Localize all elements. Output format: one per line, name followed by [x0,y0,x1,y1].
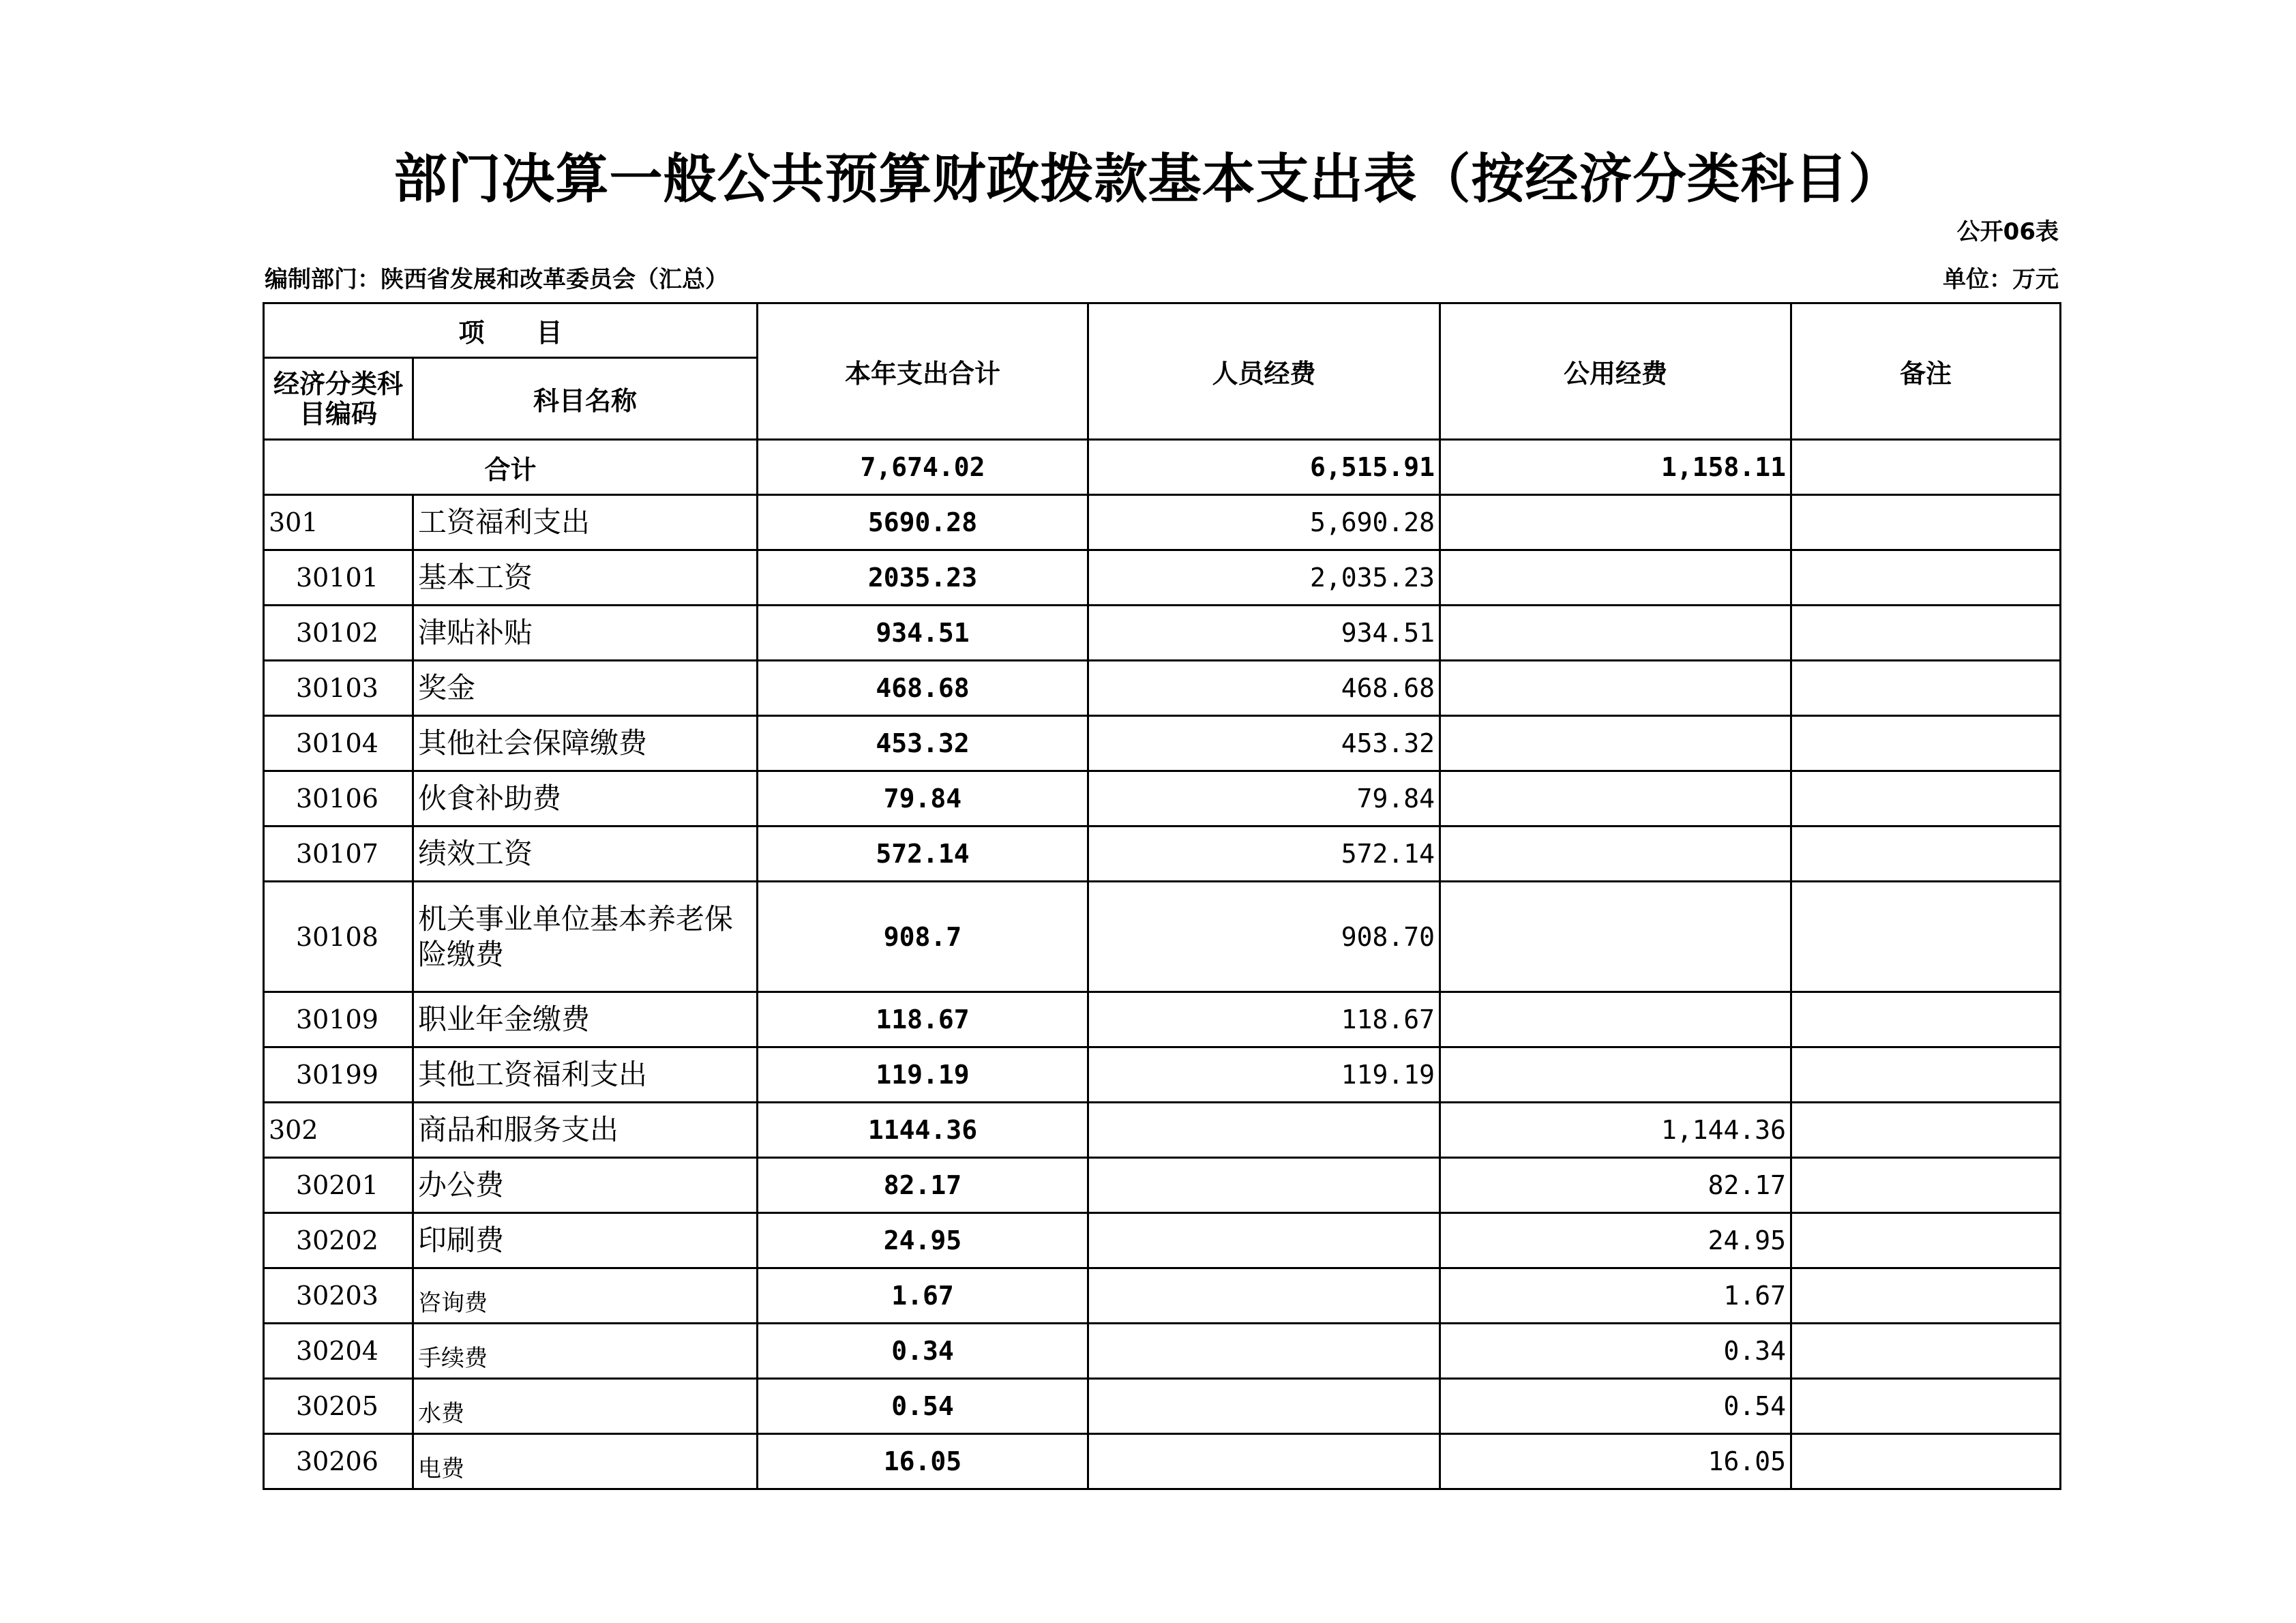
row-total: 1144.36 [758,1103,1088,1158]
row-personnel [1088,1103,1440,1158]
row-code: 30102 [264,606,413,661]
row-name: 咨询费 [413,1268,758,1324]
row-code: 30103 [264,661,413,716]
row-total: 119.19 [758,1047,1088,1103]
row-personnel: 118.67 [1088,992,1440,1047]
row-total: 572.14 [758,827,1088,882]
row-code: 30201 [264,1158,413,1213]
header-project: 项 目 [264,303,758,358]
row-personnel: 908.70 [1088,882,1440,992]
table-row [264,827,2061,882]
page-title: 部门决算一般公共预算财政拨款基本支出表（按经济分类科目） [393,149,1903,210]
row-remark [1791,992,2061,1047]
row-remark [1791,495,2061,550]
row-code: 30199 [264,1047,413,1103]
table-row [264,882,2061,992]
row-total: 118.67 [758,992,1088,1047]
table-row [264,992,2061,1047]
row-total: 0.34 [758,1324,1088,1379]
row-public [1440,661,1791,716]
row-total: 82.17 [758,1158,1088,1213]
row-name: 办公费 [413,1158,758,1213]
row-remark [1791,1379,2061,1434]
department-label: 编制部门：陕西省发展和改革委员会（汇总） [265,266,728,293]
row-total: 79.84 [758,771,1088,827]
table-row [264,1434,2061,1489]
row-total: 468.68 [758,661,1088,716]
row-code: 302 [264,1103,413,1158]
row-public: 82.17 [1440,1158,1791,1213]
row-code: 30101 [264,550,413,606]
table-row [264,1103,2061,1158]
header-personnel: 人员经费 [1088,303,1440,440]
row-remark [1791,771,2061,827]
row-total: 5690.28 [758,495,1088,550]
row-code: 30203 [264,1268,413,1324]
row-public: 1.67 [1440,1268,1791,1324]
row-remark [1791,1103,2061,1158]
row-name: 水费 [413,1379,758,1434]
row-public: 16.05 [1440,1434,1791,1489]
row-total: 934.51 [758,606,1088,661]
table-row [264,771,2061,827]
summary-remark [1791,440,2061,495]
row-remark [1791,1047,2061,1103]
expenditure-table [263,302,2061,1490]
row-public: 24.95 [1440,1213,1791,1268]
row-total: 453.32 [758,716,1088,771]
row-code: 30108 [264,882,413,992]
table-row [264,1324,2061,1379]
row-total: 2035.23 [758,550,1088,606]
summary-total: 7,674.02 [758,440,1088,495]
row-name: 印刷费 [413,1213,758,1268]
row-name: 商品和服务支出 [413,1103,758,1158]
row-personnel [1088,1158,1440,1213]
row-name: 职业年金缴费 [413,992,758,1047]
row-public [1440,992,1791,1047]
table-row [264,495,2061,550]
row-public [1440,771,1791,827]
row-public [1440,495,1791,550]
form-number: 公开06表 [1956,218,2059,245]
row-public [1440,606,1791,661]
row-code: 30206 [264,1434,413,1489]
header-remark: 备注 [1791,303,2061,440]
row-remark [1791,1213,2061,1268]
row-public: 0.34 [1440,1324,1791,1379]
row-personnel [1088,1268,1440,1324]
summary-public: 1,158.11 [1440,440,1791,495]
row-code: 30205 [264,1379,413,1434]
row-name: 基本工资 [413,550,758,606]
row-code: 30109 [264,992,413,1047]
row-remark [1791,827,2061,882]
row-personnel: 468.68 [1088,661,1440,716]
row-remark [1791,1324,2061,1379]
table-row [264,550,2061,606]
summary-label: 合计 [264,440,758,495]
row-personnel [1088,1379,1440,1434]
row-remark [1791,1158,2061,1213]
table-row [264,1047,2061,1103]
row-public: 0.54 [1440,1379,1791,1434]
row-code: 30107 [264,827,413,882]
row-remark [1791,1268,2061,1324]
summary-row [264,440,2061,495]
row-personnel: 79.84 [1088,771,1440,827]
row-public [1440,550,1791,606]
row-public [1440,827,1791,882]
header-name: 科目名称 [413,358,758,440]
row-remark [1791,1434,2061,1489]
row-total: 24.95 [758,1213,1088,1268]
row-name: 其他工资福利支出 [413,1047,758,1103]
row-name: 电费 [413,1434,758,1489]
row-personnel: 5,690.28 [1088,495,1440,550]
row-name: 奖金 [413,661,758,716]
table-row [264,1379,2061,1434]
row-total: 16.05 [758,1434,1088,1489]
row-name: 机关事业单位基本养老保险缴费 [413,882,758,992]
table-row [264,1158,2061,1213]
unit-label: 单位：万元 [1943,266,2059,293]
row-personnel: 2,035.23 [1088,550,1440,606]
summary-personnel: 6,515.91 [1088,440,1440,495]
row-public [1440,882,1791,992]
row-code: 301 [264,495,413,550]
table-row [264,661,2061,716]
row-name: 手续费 [413,1324,758,1379]
row-public [1440,716,1791,771]
row-remark [1791,606,2061,661]
row-total: 908.7 [758,882,1088,992]
row-remark [1791,550,2061,606]
table-row [264,606,2061,661]
row-name: 津贴补贴 [413,606,758,661]
row-personnel [1088,1324,1440,1379]
row-remark [1791,661,2061,716]
row-name: 工资福利支出 [413,495,758,550]
row-public: 1,144.36 [1440,1103,1791,1158]
row-personnel: 572.14 [1088,827,1440,882]
row-personnel: 934.51 [1088,606,1440,661]
row-total: 0.54 [758,1379,1088,1434]
header-code: 经济分类科目编码 [264,358,413,440]
row-personnel [1088,1434,1440,1489]
table-row [264,1268,2061,1324]
row-public [1440,1047,1791,1103]
row-code: 30106 [264,771,413,827]
row-remark [1791,716,2061,771]
row-total: 1.67 [758,1268,1088,1324]
header-public: 公用经费 [1440,303,1791,440]
row-personnel: 119.19 [1088,1047,1440,1103]
row-code: 30202 [264,1213,413,1268]
row-name: 其他社会保障缴费 [413,716,758,771]
row-personnel: 453.32 [1088,716,1440,771]
row-remark [1791,882,2061,992]
row-name: 伙食补助费 [413,771,758,827]
header-total: 本年支出合计 [758,303,1088,440]
row-name: 绩效工资 [413,827,758,882]
table-row [264,716,2061,771]
row-personnel [1088,1213,1440,1268]
table-row [264,1213,2061,1268]
row-code: 30104 [264,716,413,771]
row-code: 30204 [264,1324,413,1379]
